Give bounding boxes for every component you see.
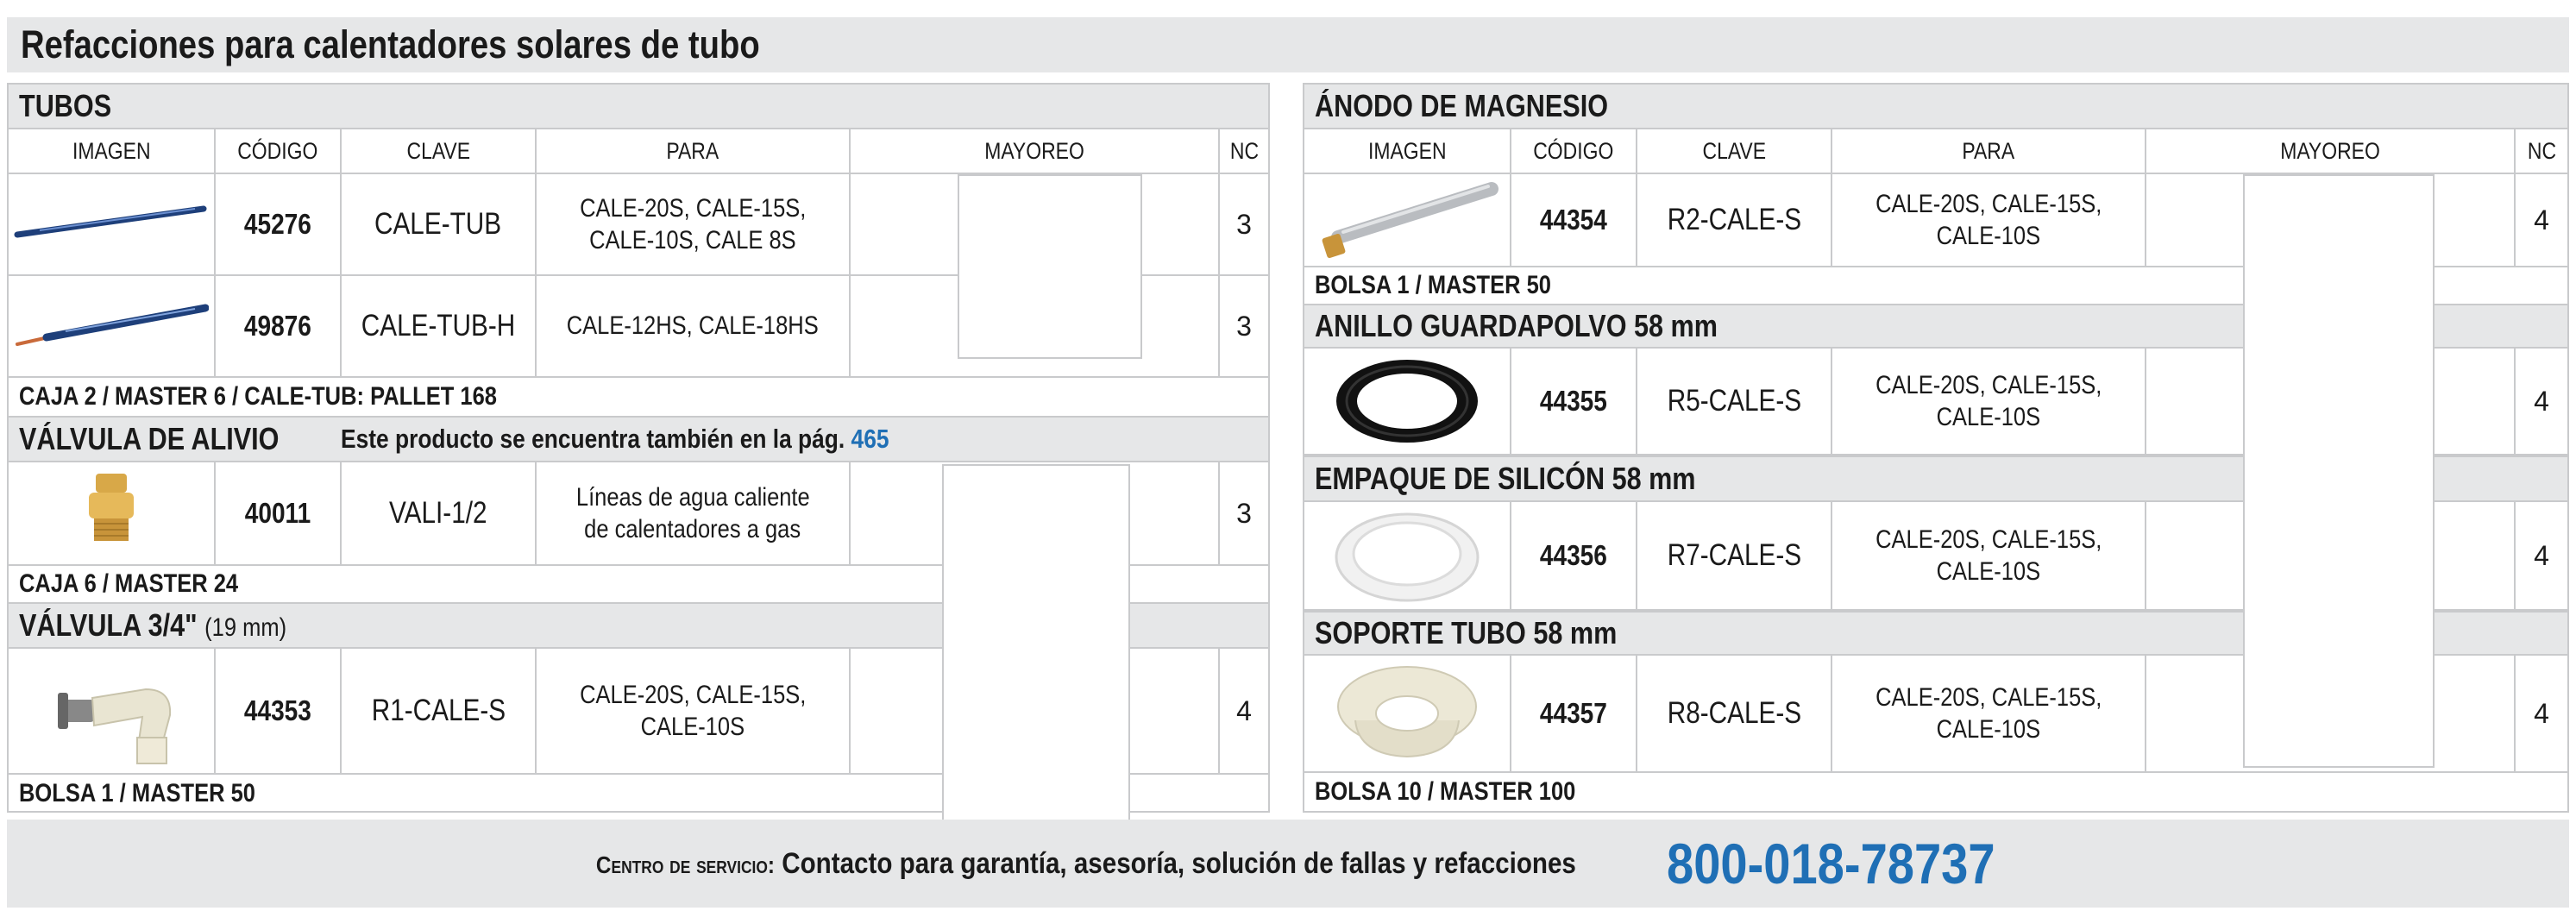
service-label: Centro de servicio:: [596, 851, 776, 878]
service-text: Contacto para garantía, asesoría, solución de fallas y refacciones: [782, 846, 1577, 880]
clave: R1-CALE-S: [371, 694, 506, 727]
packaging-info: CAJA 6 / MASTER 24: [19, 569, 239, 598]
para-line-1: CALE-20S, CALE-15S,: [1875, 682, 2102, 712]
col-imagen: IMAGEN: [1304, 129, 1511, 173]
section-title-fraction: 3/4": [148, 607, 198, 643]
codigo: 44353: [243, 694, 311, 726]
page-title-bar: [7, 17, 2569, 72]
section-title: VÁLVULA: [19, 607, 141, 643]
clave: R5-CALE-S: [1667, 384, 1801, 418]
packaging-info: BOLSA 1 / MASTER 50: [19, 779, 255, 807]
para-line-1: CALE-20S, CALE-15S,: [1875, 189, 2102, 218]
product-image: [1304, 174, 1511, 266]
dust-ring-image: [1329, 354, 1485, 449]
section-title: EMPAQUE DE SILICÓN 58 mm: [1315, 461, 1696, 496]
section-title: SOPORTE TUBO 58 mm: [1315, 615, 1618, 650]
section-tubos: [9, 83, 1268, 129]
codigo: 44354: [1539, 204, 1607, 236]
product-image: [9, 276, 216, 376]
right-panel: [1303, 83, 2569, 813]
para-line-1: Líneas de agua caliente: [575, 482, 810, 512]
col-nc: NC: [1229, 137, 1259, 164]
codigo: 40011: [244, 497, 311, 529]
codigo: 44355: [1539, 385, 1607, 417]
col-codigo: CÓDIGO: [216, 129, 342, 173]
packaging-info: BOLSA 1 / MASTER 50: [1315, 271, 1551, 299]
tube-support-image: [1329, 660, 1485, 767]
col-para: PARA: [537, 129, 851, 173]
clave: R2-CALE-S: [1667, 203, 1801, 236]
product-image: [1304, 349, 1511, 454]
service-phone: 800-018-78737: [1667, 832, 1995, 895]
packaging-info: CAJA 2 / MASTER 6 / CALE-TUB: PALLET 168: [19, 382, 497, 411]
product-image: [9, 174, 216, 274]
para-line-2: CALE-10S: [640, 713, 745, 741]
table-header: [9, 129, 1268, 174]
product-image: [1304, 656, 1511, 771]
silicone-gasket-image: [1329, 506, 1485, 606]
product-image: [9, 462, 216, 564]
para-line-1: CALE-12HS, CALE-18HS: [567, 311, 819, 341]
product-image: [9, 649, 216, 773]
section-title: TUBOS: [19, 88, 112, 123]
solar-tube-image: [14, 198, 209, 250]
col-clave: CLAVE: [342, 129, 537, 173]
page-reference: 465: [851, 424, 889, 454]
codigo: 44357: [1539, 697, 1607, 729]
section-note: Este producto se encuentra también en la pág. 465: [340, 424, 889, 454]
service-center-bar: [7, 820, 2569, 908]
product-image: [1304, 502, 1511, 609]
page-title: Refacciones para calentadores solares de tubo: [21, 22, 760, 66]
packaging-info: BOLSA 10 / MASTER 100: [1315, 777, 1576, 806]
nc: 4: [2534, 385, 2549, 417]
col-nc: NC: [2527, 137, 2556, 164]
nc: 3: [1236, 497, 1252, 529]
nc: 4: [1236, 694, 1252, 726]
valve-image: [42, 655, 180, 767]
clave: CALE-TUB: [374, 207, 502, 241]
col-para: PARA: [1832, 129, 2146, 173]
codigo: 45276: [243, 208, 311, 240]
clave: R7-CALE-S: [1667, 538, 1801, 572]
section-title: ANILLO GUARDAPOLVO 58 mm: [1315, 308, 1718, 343]
nc: 3: [1236, 310, 1252, 342]
section-title: ÁNODO DE MAGNESIO: [1315, 88, 1609, 123]
col-mayoreo: MAYOREO: [851, 129, 1220, 173]
magnesium-anode-image: [1312, 179, 1502, 261]
left-panel: [7, 83, 1270, 813]
nc: 4: [2534, 204, 2549, 236]
col-imagen: IMAGEN: [9, 129, 216, 173]
para-line-2: CALE-10S, CALE 8S: [589, 226, 796, 254]
section-valvula-alivio: [9, 416, 1268, 462]
col-codigo: CÓDIGO: [1511, 129, 1637, 173]
section-title-size: (19 mm): [204, 613, 287, 642]
para-line-2: CALE-10S: [1936, 403, 2041, 431]
nc: 4: [2534, 697, 2549, 729]
codigo: 49876: [243, 310, 311, 342]
clave: CALE-TUB-H: [361, 309, 516, 342]
section-anodo: [1304, 83, 2567, 129]
para-line-1: CALE-20S, CALE-15S,: [1875, 370, 2102, 399]
para-line-2: CALE-10S: [1936, 715, 2041, 744]
para-line-2: CALE-10S: [1936, 222, 2041, 250]
para-line-1: CALE-20S, CALE-15S,: [1875, 525, 2102, 554]
solar-tube-heat-pipe-image: [14, 296, 209, 356]
nc: 4: [2534, 539, 2549, 571]
relief-valve-image: [77, 470, 146, 556]
table-header: [1304, 129, 2567, 174]
clave: VALI-1/2: [389, 496, 487, 530]
mayoreo-box: [2243, 174, 2435, 768]
mayoreo-box: [958, 174, 1142, 359]
para-line-2: de calentadores a gas: [584, 515, 801, 543]
codigo: 44356: [1539, 539, 1607, 571]
para-line-2: CALE-10S: [1936, 557, 2041, 586]
clave: R8-CALE-S: [1667, 696, 1801, 730]
para-line-1: CALE-20S, CALE-15S,: [579, 680, 807, 709]
para-line-1: CALE-20S, CALE-15S,: [579, 193, 807, 223]
col-clave: CLAVE: [1637, 129, 1832, 173]
nc: 3: [1236, 208, 1252, 240]
section-title: VÁLVULA DE ALIVIO: [19, 421, 280, 456]
col-mayoreo: MAYOREO: [2146, 129, 2516, 173]
